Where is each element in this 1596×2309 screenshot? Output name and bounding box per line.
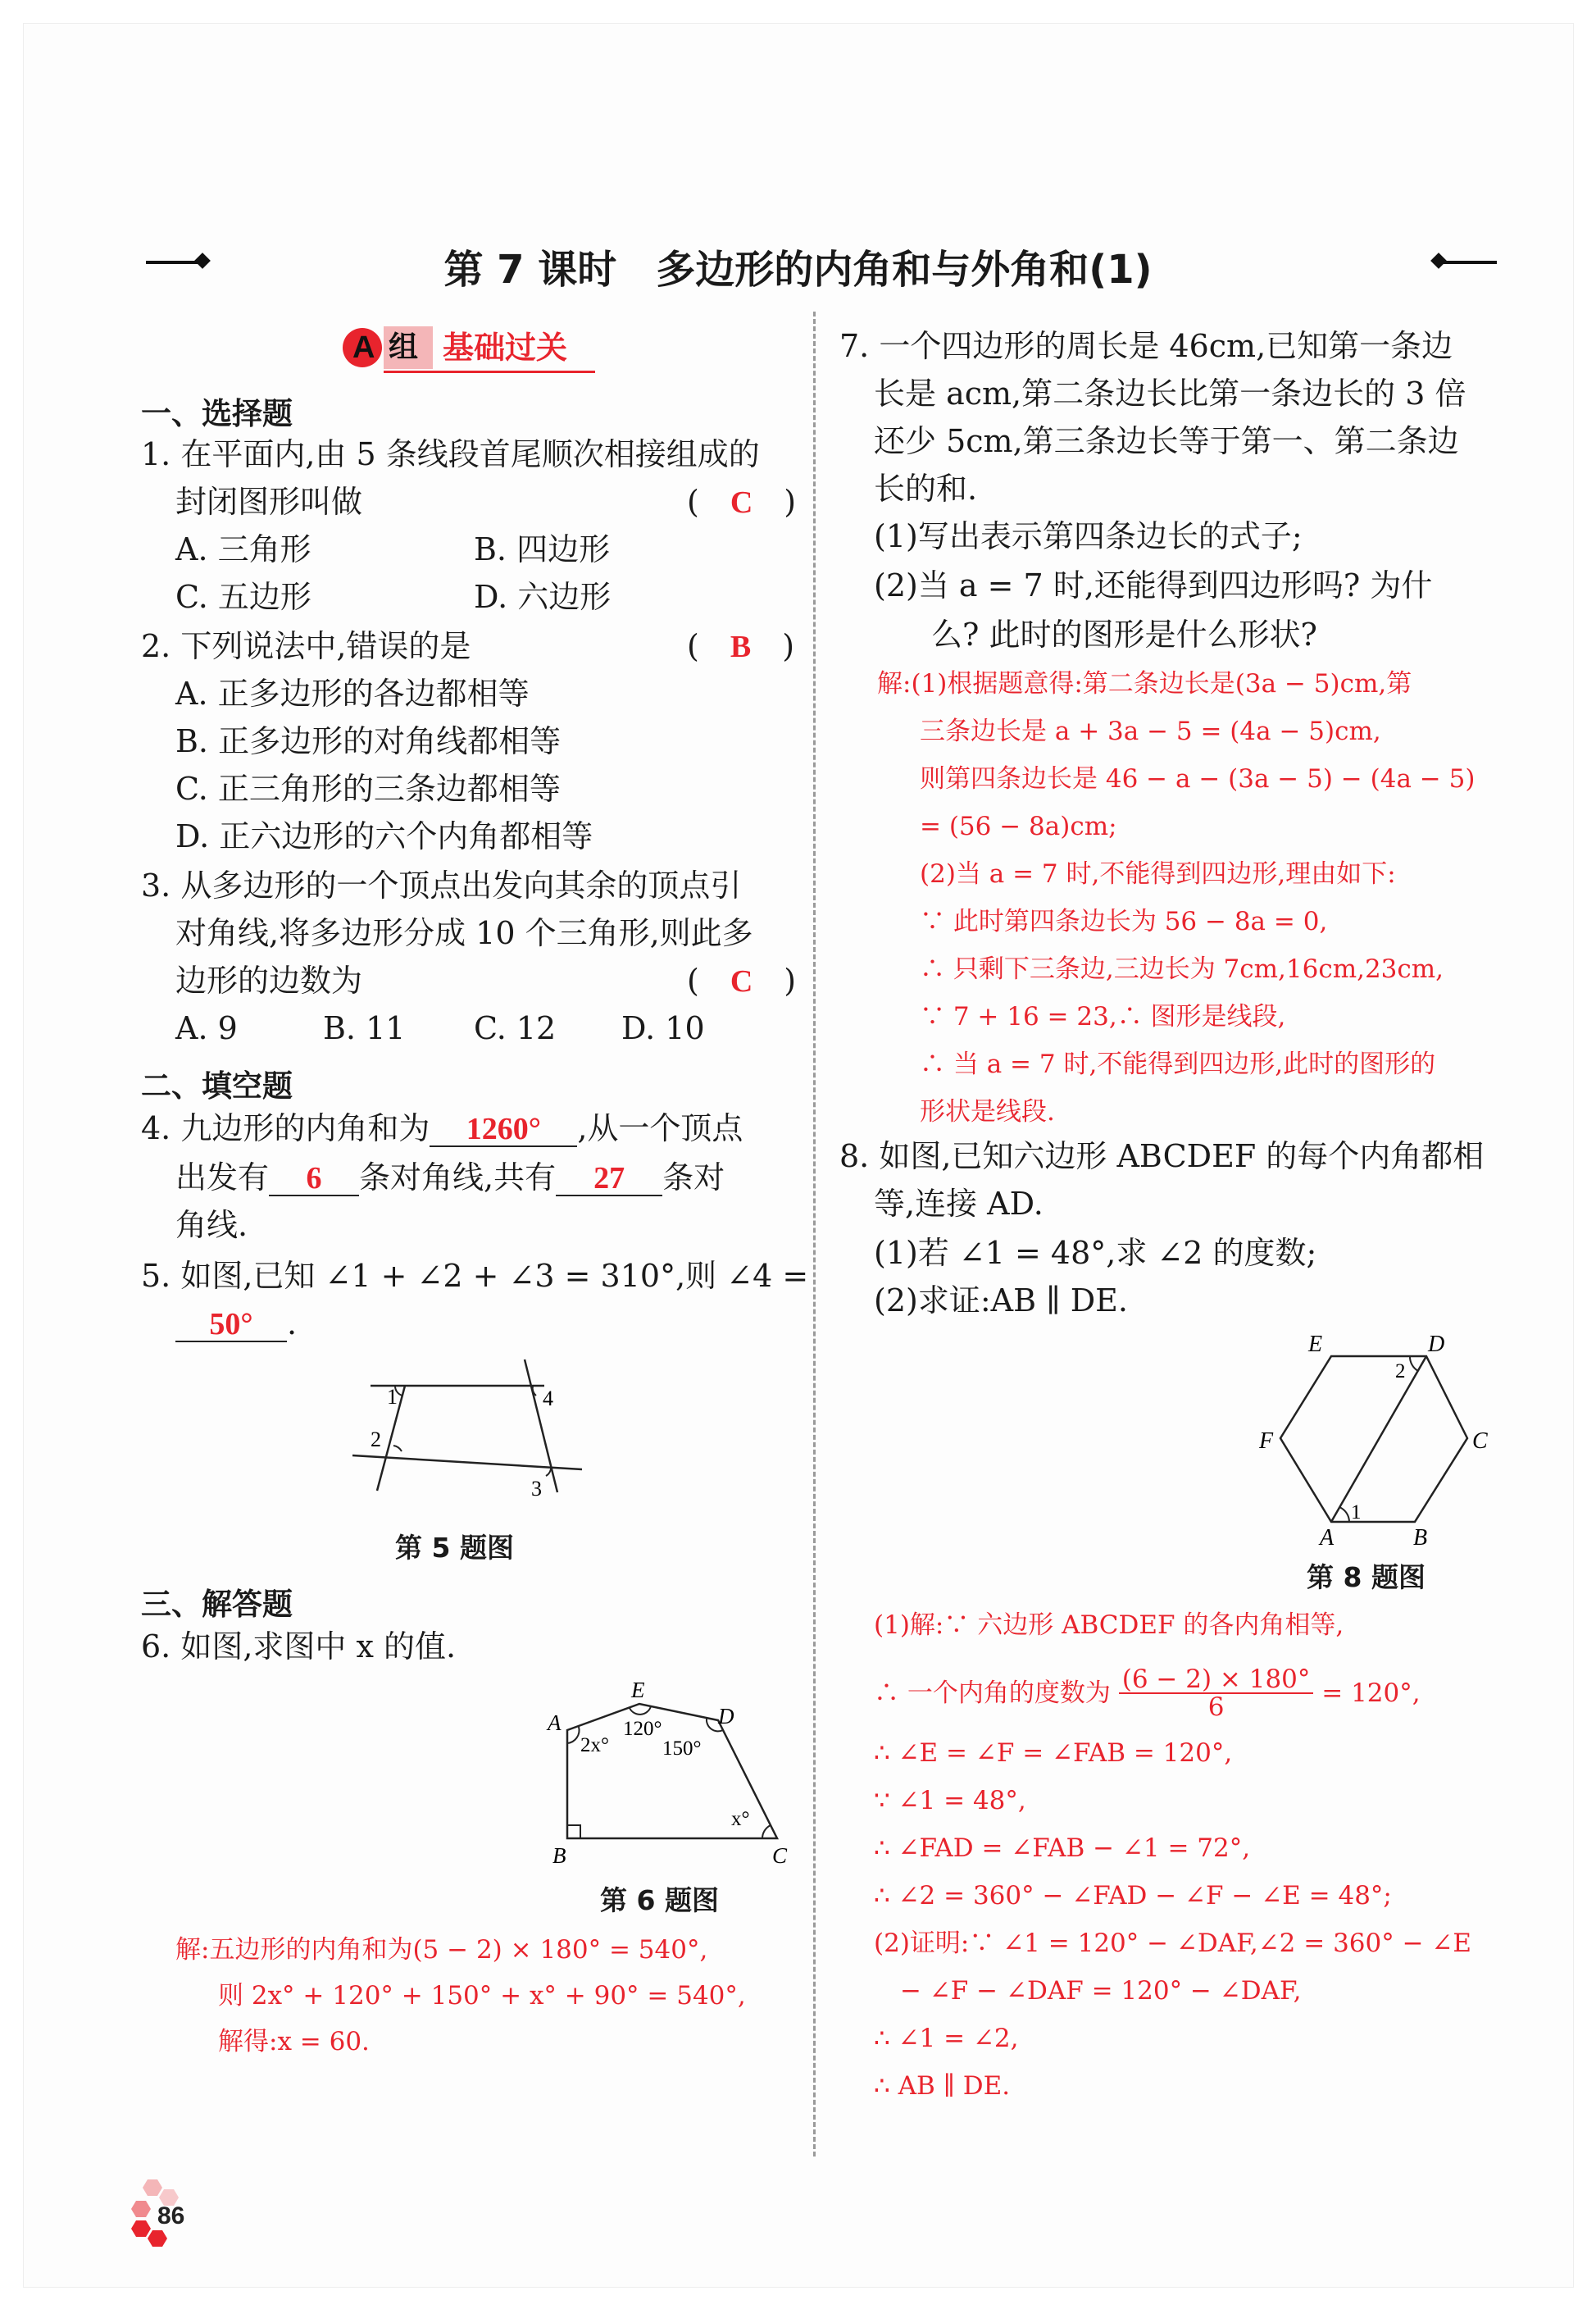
q1-option-a: A. 三角形 (175, 531, 311, 567)
q1-option-c: C. 五边形 (175, 579, 311, 615)
q5-figure (344, 1345, 590, 1509)
section-fill: 二、填空题 (141, 1068, 293, 1104)
group-label: 基础过关 (443, 330, 568, 366)
q6-label-D: D (718, 1704, 734, 1728)
q8-solution-3: ∴ ∠E = ∠F = ∠FAB = 120°, (874, 1738, 1233, 1768)
q7-line1: 7. 一个四边形的周长是 46cm,已知第一条边 (839, 328, 1453, 364)
q6-label-E: E (631, 1678, 645, 1702)
q8-solution-6: ∴ ∠2 = 360° − ∠FAD − ∠F − ∠E = 48°; (874, 1881, 1392, 1911)
q5-label-3: 3 (531, 1477, 542, 1501)
q7-solution-10: 形状是线段. (920, 1097, 1055, 1127)
q8-label-B: B (1413, 1525, 1428, 1546)
q7-sub1: (1)写出表示第四条边长的式子; (874, 518, 1303, 554)
q1-answer: C (730, 485, 753, 520)
group-letter: A (352, 330, 375, 365)
q4-text5: 条对 (662, 1159, 725, 1195)
q6-caption: 第 6 题图 (600, 1884, 719, 1916)
q3-option-b: B. 11 (323, 1010, 406, 1046)
q8-fraction (1119, 1666, 1314, 1720)
q2-option-b: B. 正多边形的对角线都相等 (175, 723, 562, 759)
q8-label-D: D (1428, 1332, 1445, 1357)
q1-line1: 1. 在平面内,由 5 条线段首尾顺次相接组成的 (141, 436, 760, 472)
q7-solution-6: ∵ 此时第四条边长为 56 − 8a = 0, (920, 907, 1328, 936)
q7-line4: 长的和. (874, 471, 978, 507)
q7-sub2b: 么? 此时的图形是什么形状? (931, 617, 1317, 653)
q6-solution-1: 解:五边形的内角和为(5 − 2) × 180° = 540°, (175, 1935, 708, 1965)
q5-caption: 第 5 题图 (395, 1532, 514, 1564)
group-word: 组 (389, 330, 419, 364)
q8-diagonal-AD (1331, 1356, 1426, 1522)
q4-line2 (175, 1158, 725, 1197)
q8-fraction-numerator: (6 − 2) × 180° (1119, 1666, 1314, 1694)
q6-label-B: B (552, 1843, 566, 1865)
q2-bracket: ( B ) (687, 628, 795, 664)
q1-option-d: D. 六边形 (474, 579, 612, 615)
q5-label-4: 4 (543, 1387, 553, 1410)
q3-option-d: D. 10 (621, 1010, 705, 1046)
q8-sub2: (2)求证:AB ∥ DE. (874, 1282, 1128, 1318)
q4-text4: 条对角线,共有 (359, 1159, 557, 1195)
q8-line1: 8. 如图,已知六边形 ABCDEF 的每个内角都相 (839, 1138, 1485, 1174)
q2-option-a: A. 正多边形的各边都相等 (175, 676, 530, 712)
q8-solution-5: ∴ ∠FAD = ∠FAB − ∠1 = 72°, (874, 1833, 1251, 1863)
q2-option-d: D. 正六边形的六个内角都相等 (175, 818, 593, 854)
q7-solution-7: ∴ 只剩下三条边,三边长为 7cm,16cm,23cm, (920, 954, 1444, 984)
q5-line-right (525, 1359, 557, 1492)
q3-answer: C (730, 964, 753, 999)
q4-line1 (141, 1109, 743, 1148)
q3-bracket: ( C ) (687, 963, 797, 999)
q7-line3: 还少 5cm,第三条边长等于第一、第二条边 (874, 423, 1459, 459)
q8-solution-4: ∵ ∠1 = 48°, (874, 1786, 1026, 1815)
q4-blank1: 1260° (430, 1113, 577, 1147)
q8-angle-2: 2 (1395, 1360, 1406, 1382)
q7-solution-2: 三条边长是 a + 3a − 5 = (4a − 5)cm, (920, 717, 1381, 746)
q3-line3: 边形的边数为 (175, 963, 363, 999)
q8-label-E: E (1308, 1332, 1323, 1357)
q4-text2: ,从一个顶点 (577, 1110, 743, 1146)
q6-solution-2: 则 2x° + 120° + 150° + x° + 90° = 540°, (218, 1981, 746, 2011)
q6-solution-3: 解得:x = 60. (218, 2027, 370, 2056)
q3-option-c: C. 12 (474, 1010, 557, 1046)
q8-label-C: C (1472, 1428, 1488, 1454)
q3-line2: 对角线,将多边形分成 10 个三角形,则此多 (175, 915, 753, 951)
q4-text1: 4. 九边形的内角和为 (141, 1110, 430, 1146)
q6-angle-D: 150° (662, 1737, 702, 1760)
q6-figure (541, 1665, 812, 1865)
lesson-title: 第 7 课时 多边形的内角和与外角和(1) (443, 247, 1153, 293)
q4-text3: 出发有 (175, 1159, 270, 1195)
q8-sub1: (1)若 ∠1 = 48°,求 ∠2 的度数; (874, 1235, 1317, 1271)
q1-bracket: ( C ) (687, 484, 797, 520)
header-right-ornament (1443, 261, 1497, 264)
q5-answer: 50° (175, 1308, 287, 1342)
q6-stem: 6. 如图,求图中 x 的值. (141, 1628, 457, 1665)
q8-solution-9: ∴ ∠1 = ∠2, (874, 2024, 1019, 2053)
q1-option-b: B. 四边形 (474, 531, 611, 567)
q7-solution-1: 解:(1)根据题意得:第二条边长是(3a − 5)cm,第 (877, 669, 1412, 699)
q5-label-2: 2 (371, 1428, 381, 1451)
q8-caption: 第 8 题图 (1307, 1561, 1425, 1593)
q8-solution-1: (1)解:∵ 六边形 ABCDEF 的各内角相等, (874, 1610, 1344, 1640)
q6-angle-A: 2x° (580, 1734, 609, 1756)
q7-solution-8: ∵ 7 + 16 = 23,∴ 图形是线段, (920, 1002, 1286, 1032)
q6-angle-C: x° (731, 1808, 750, 1830)
q8-solution-7: (2)证明:∵ ∠1 = 120° − ∠DAF,∠2 = 360° − ∠E (874, 1929, 1472, 1958)
q8-solution-2-result: = 120°, (1321, 1678, 1421, 1708)
q4-blank2: 6 (269, 1162, 359, 1196)
q8-hexagon (1280, 1356, 1467, 1522)
q4-blank3: 27 (556, 1162, 662, 1196)
q8-fraction-denominator: 6 (1207, 1692, 1225, 1722)
q8-solution-8: − ∠F − ∠DAF = 120° − ∠DAF, (900, 1976, 1302, 2006)
q8-label-A: A (1320, 1525, 1335, 1546)
q8-label-F: F (1259, 1428, 1274, 1454)
q5-label-1: 1 (387, 1385, 398, 1409)
q8-line2: 等,连接 AD. (874, 1186, 1044, 1222)
section-solve: 三、解答题 (141, 1587, 293, 1622)
q8-solution-2-text: ∴ 一个内角的度数为 (874, 1678, 1111, 1708)
q6-label-C: C (772, 1843, 788, 1865)
q7-solution-9: ∴ 当 a = 7 时,不能得到四边形,此时的图形的 (920, 1050, 1436, 1079)
section-choice: 一、选择题 (141, 396, 293, 431)
q2-option-c: C. 正三角形的三条边都相等 (175, 771, 561, 807)
q2-stem: 2. 下列说法中,错误的是 (141, 628, 471, 664)
q3-option-a: A. 9 (175, 1010, 238, 1046)
q7-solution-5: (2)当 a = 7 时,不能得到四边形,理由如下: (920, 859, 1396, 889)
column-divider (813, 312, 816, 2156)
q2-answer: B (730, 630, 752, 664)
q7-solution-3: 则第四条边长是 46 − a − (3a − 5) − (4a − 5) (920, 764, 1476, 794)
q6-label-A: A (548, 1710, 562, 1735)
page-number: 86 (157, 2202, 185, 2229)
q4-line3: 角线. (175, 1207, 248, 1243)
q8-angle-1: 1 (1351, 1501, 1362, 1523)
q7-solution-4: = (56 − 8a)cm; (920, 812, 1117, 841)
q1-line2: 封闭图形叫做 (175, 484, 363, 520)
q8-solution-10: ∴ AB ∥ DE. (874, 2071, 1011, 2101)
q7-sub2a: (2)当 a = 7 时,还能得到四边形吗? 为什 (874, 567, 1433, 603)
q5-line2 (175, 1304, 297, 1343)
q5-line1: 5. 如图,已知 ∠1 + ∠2 + ∠3 = 310°,则 ∠4 = (141, 1258, 809, 1294)
q8-solution-2 (874, 1666, 1421, 1720)
group-banner (343, 326, 597, 372)
q5-end: . (287, 1305, 298, 1341)
q8-figure (1249, 1325, 1512, 1546)
q7-line2: 长是 acm,第二条边长比第一条边长的 3 倍 (874, 376, 1466, 412)
q3-line1: 3. 从多边形的一个顶点出发向其余的顶点引 (141, 868, 742, 904)
q6-angle-E: 120° (623, 1718, 662, 1740)
